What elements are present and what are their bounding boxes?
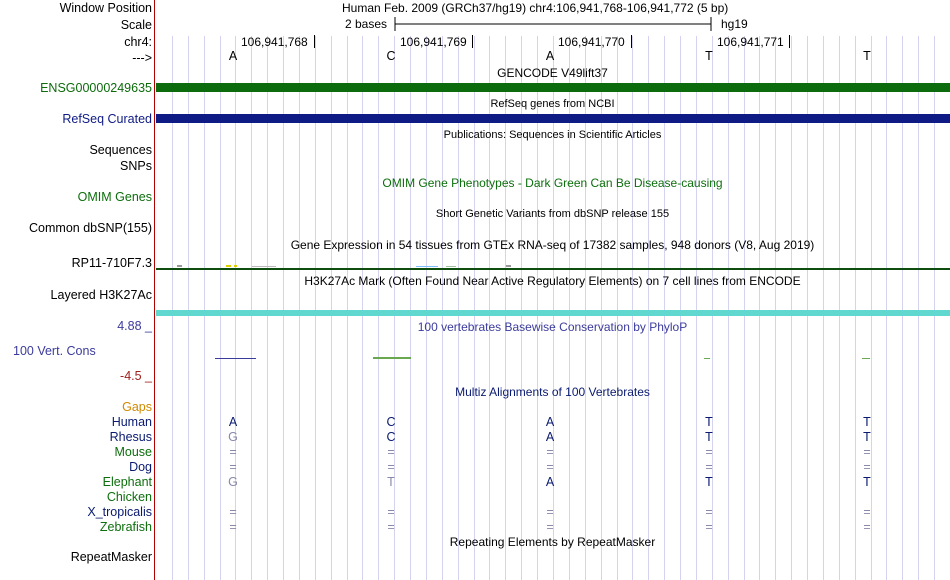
- publications-track-label[interactable]: Sequences: [89, 143, 152, 157]
- alignment-base: =: [863, 460, 871, 474]
- multiz-track-title[interactable]: Multiz Alignments of 100 Vertebrates: [455, 385, 650, 399]
- position-label: 106,941,770: [558, 35, 625, 49]
- alignment-base: =: [705, 460, 713, 474]
- species-label: Rhesus: [109, 430, 152, 444]
- alignment-base: =: [863, 520, 871, 534]
- species-label: X_tropicalis: [87, 505, 152, 519]
- alignment-base: =: [229, 505, 237, 519]
- position-label: 106,941,768: [241, 35, 308, 49]
- alignment-base: =: [546, 520, 554, 534]
- alignment-base: =: [863, 445, 871, 459]
- dbsnp-track-label[interactable]: Common dbSNP(155): [29, 221, 152, 235]
- phylop-min-value: -4.5 _: [120, 369, 152, 383]
- alignment-base: =: [387, 505, 395, 519]
- alignment-base: =: [705, 505, 713, 519]
- gencode-track-title[interactable]: GENCODE V49lift37: [497, 66, 608, 80]
- refseq-track-label[interactable]: RefSeq Curated: [62, 112, 152, 126]
- alignment-base: T: [705, 430, 713, 444]
- phylop-track-label[interactable]: 100 Vert. Cons: [13, 344, 96, 358]
- species-label: Chicken: [106, 490, 152, 504]
- gaps-label: Gaps: [122, 400, 152, 414]
- alignment-base: T: [705, 415, 713, 429]
- gencode-gene-label[interactable]: ENSG00000249635: [40, 81, 152, 95]
- alignment-base: =: [229, 520, 237, 534]
- gtex-track-title[interactable]: Gene Expression in 54 tissues from GTEx RNA-seq of 17382 samples, 948 donors (V8, Aug 2019): [290, 238, 815, 252]
- sequence-base: T: [705, 49, 713, 63]
- h3k27ac-track-title[interactable]: H3K27Ac Mark (Often Found Near Active Regulatory Elements) on 7 cell lines from ENCODE: [304, 274, 801, 288]
- alignment-base: G: [228, 475, 238, 489]
- alignment-base: T: [863, 415, 871, 429]
- position-label: 106,941,771: [717, 35, 784, 49]
- phylop-track-title[interactable]: 100 vertebrates Basewise Conservation by PhyloP: [417, 320, 688, 334]
- phylop-max-value: 4.88 _: [117, 319, 152, 333]
- alignment-base: =: [387, 445, 395, 459]
- gtex-expression-plot[interactable]: [156, 260, 950, 272]
- omim-track-title[interactable]: OMIM Gene Phenotypes - Dark Green Can Be Disease-causing: [382, 176, 723, 190]
- window-position-label: Window Position: [59, 1, 152, 15]
- scale-bar: [390, 16, 716, 34]
- alignment-base: T: [863, 475, 871, 489]
- sequence-base: A: [545, 49, 555, 63]
- gencode-gene-bar[interactable]: [156, 83, 950, 92]
- species-label: Zebrafish: [99, 520, 152, 534]
- alignment-base: A: [545, 415, 555, 429]
- position-tick: [789, 35, 790, 48]
- alignment-base: =: [705, 520, 713, 534]
- alignment-base: T: [863, 430, 871, 444]
- sequence-base: C: [386, 49, 396, 63]
- alignment-base: C: [386, 430, 396, 444]
- alignment-base: A: [545, 430, 555, 444]
- alignment-base: G: [228, 430, 238, 444]
- alignment-base: A: [545, 475, 555, 489]
- snps-track-label[interactable]: SNPs: [120, 159, 152, 173]
- alignment-base: =: [387, 520, 395, 534]
- refseq-track-title[interactable]: RefSeq genes from NCBI: [490, 98, 615, 110]
- repeatmasker-track-title[interactable]: Repeating Elements by RepeatMasker: [449, 535, 656, 549]
- alignment-base: T: [705, 475, 713, 489]
- phylop-conservation-plot[interactable]: [156, 352, 950, 364]
- species-label: Human: [111, 415, 152, 429]
- position-tick: [314, 35, 315, 48]
- dbsnp-track-title[interactable]: Short Genetic Variants from dbSNP release 155: [435, 208, 670, 220]
- alignment-base: =: [546, 460, 554, 474]
- species-label: Dog: [129, 460, 152, 474]
- strand-label: --->: [132, 51, 152, 65]
- omim-track-label[interactable]: OMIM Genes: [77, 190, 152, 204]
- position-tick: [631, 35, 632, 48]
- sequence-base: A: [228, 49, 238, 63]
- alignment-base: =: [229, 445, 237, 459]
- alignment-base: =: [229, 460, 237, 474]
- alignment-base: A: [228, 415, 238, 429]
- alignment-base: =: [705, 445, 713, 459]
- species-label: Elephant: [102, 475, 152, 489]
- chrom-label: chr4:: [124, 35, 152, 49]
- species-label: Mouse: [114, 445, 152, 459]
- alignment-base: C: [386, 415, 396, 429]
- sequence-base: T: [863, 49, 871, 63]
- refseq-gene-bar[interactable]: [156, 114, 950, 123]
- position-label: 106,941,769: [400, 35, 467, 49]
- scale-value: 2 bases: [345, 17, 388, 31]
- alignment-base: =: [546, 505, 554, 519]
- repeatmasker-track-label[interactable]: RepeatMasker: [70, 550, 152, 564]
- h3k27ac-track-label[interactable]: Layered H3K27Ac: [50, 288, 152, 302]
- publications-track-title[interactable]: Publications: Sequences in Scientific Articles: [443, 129, 662, 141]
- scale-assembly: hg19: [721, 17, 748, 31]
- h3k27ac-signal-bar[interactable]: [156, 310, 950, 316]
- alignment-base: =: [546, 445, 554, 459]
- assembly-info: Human Feb. 2009 (GRCh37/hg19) chr4:106,941,768-106,941,772 (5 bp): [342, 1, 729, 15]
- alignment-base: T: [387, 475, 395, 489]
- label-divider: [154, 0, 155, 580]
- position-tick: [472, 35, 473, 48]
- alignment-base: =: [863, 505, 871, 519]
- alignment-base: =: [387, 460, 395, 474]
- gtex-track-label[interactable]: RP11-710F7.3: [71, 256, 152, 270]
- scale-label: Scale: [120, 18, 152, 32]
